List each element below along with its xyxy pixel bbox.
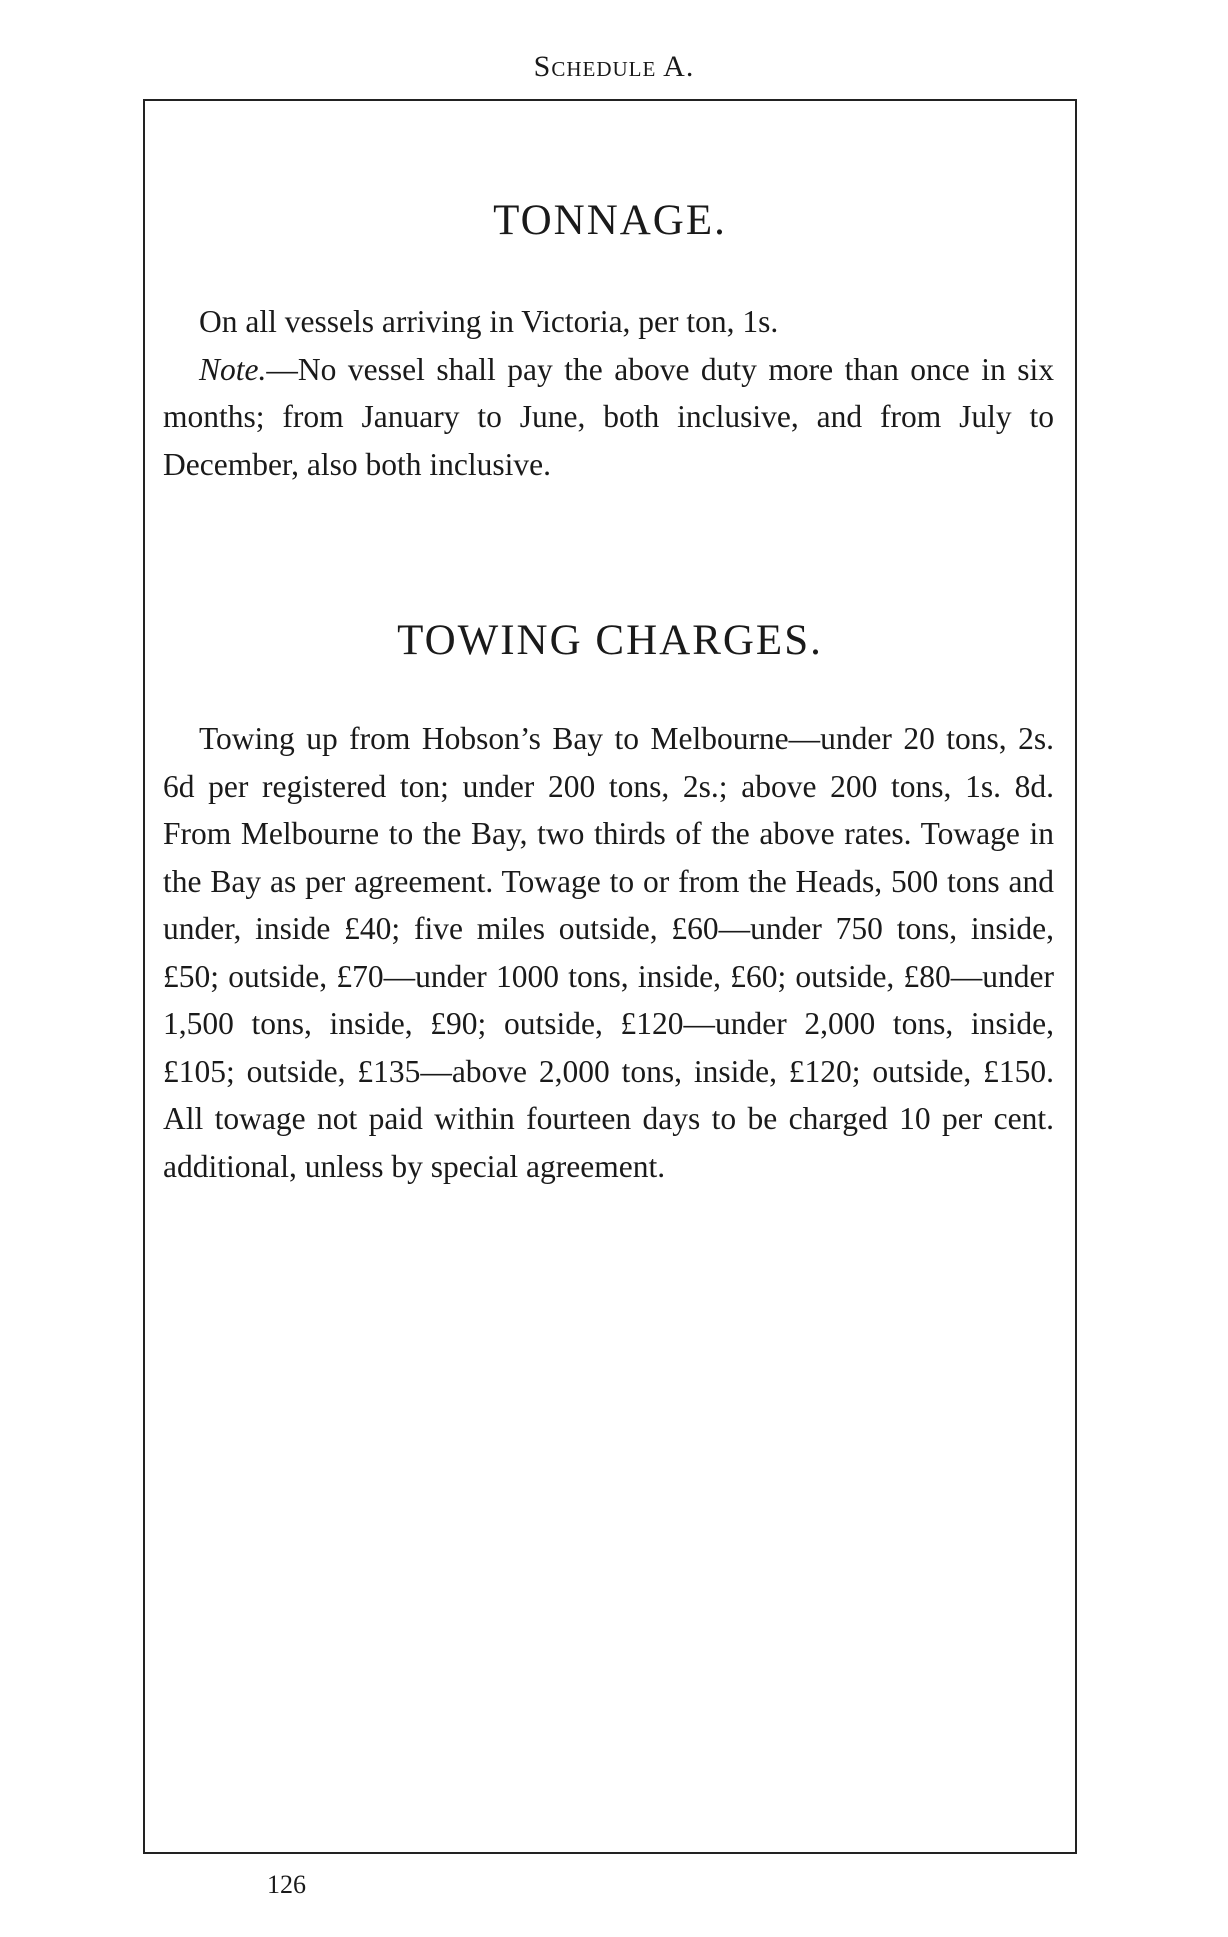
tonnage-rate-paragraph: On all vessels arriving in Victoria, per ton, 1s. [199, 304, 779, 339]
note-label: Note. [199, 351, 267, 387]
towing-paragraph: Towing up from Hobson’s Bay to Melbourne—under 20 tons, 2s. 6d per registered ton; under 200 tons, 2s.; above 200 tons, 1s. 8d. From Melbourne to the Bay, two thirds of the above rates. Towage in the Bay as per agreement. Towage to or from the Heads, 500 tons and under, inside £40; five miles outside, £60—under 750 tons, inside, £50; outside, £70—under 1000 tons, inside, £60; outside, £80—under 1,500 tons, inside, £90; outside, £120—under 2,000 tons, inside, £105; outside, £135—above 2,000 tons, inside, £120; outside, £150. All towage not paid within fourteen days to be charged 10 per cent. additional, unless by special agreement. [163, 721, 1054, 1184]
tonnage-section [163, 298, 1054, 488]
page-number: 126 [267, 1870, 306, 1899]
section-title-towing-charges: TOWING CHARGES. [397, 617, 823, 664]
towing-section [163, 715, 1054, 1190]
note-text: —No vessel shall pay the above duty more than once in six months; from January to June, both inclusive, and from July to December, also both inclusive. [163, 351, 1054, 482]
tonnage-note-paragraph [163, 346, 1054, 489]
section-title-tonnage: TONNAGE. [493, 197, 727, 244]
running-head: Schedule A. [533, 50, 695, 83]
